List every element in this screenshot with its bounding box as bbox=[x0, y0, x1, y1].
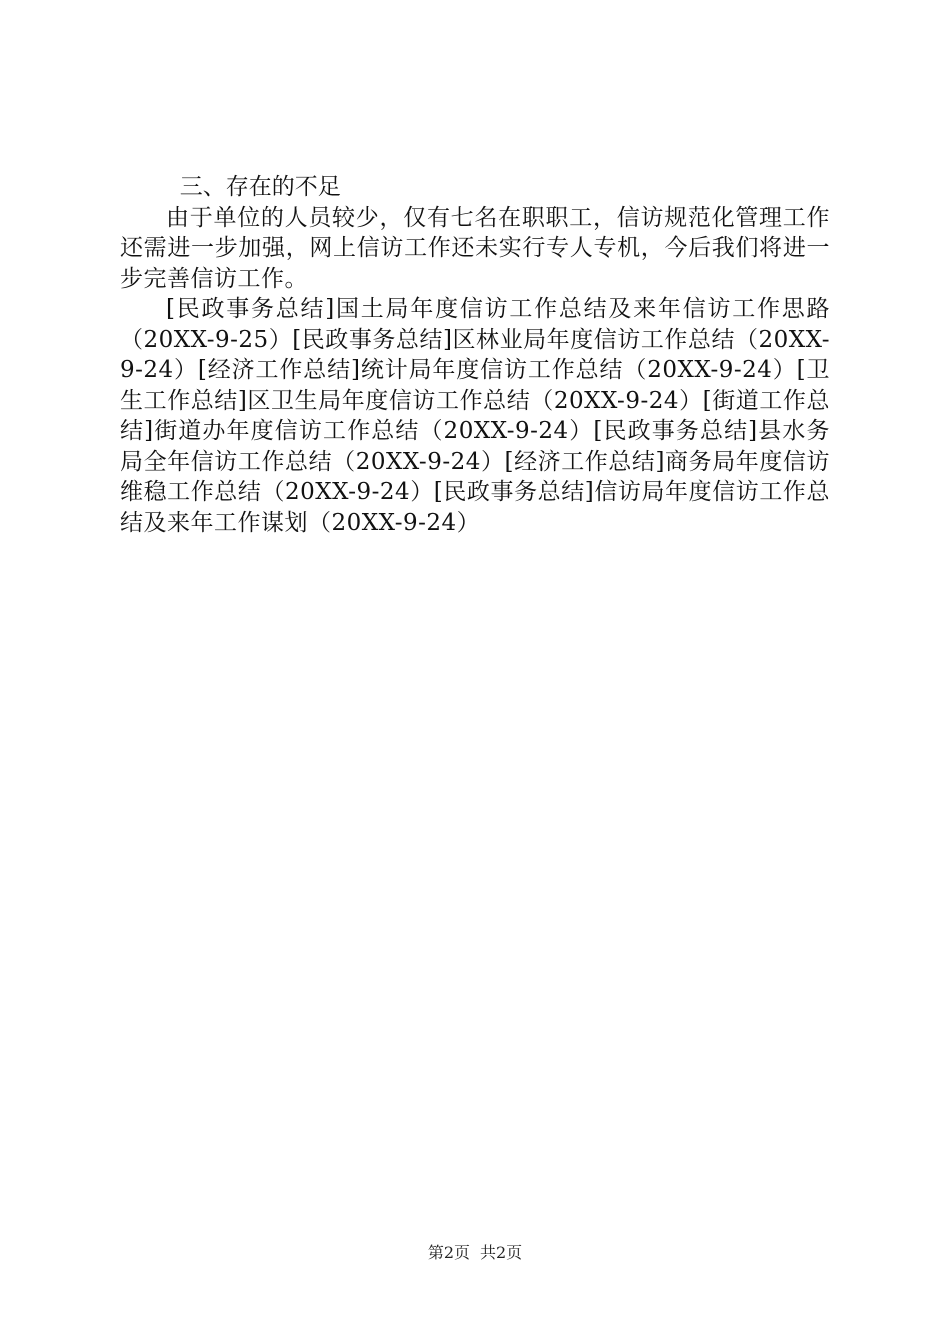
document-body bbox=[120, 172, 830, 538]
paragraph-shortcomings: 由于单位的人员较少，仅有七名在职职工，信访规范化管理工作还需进一步加强，网上信访工作还未实行专人专机，今后我们将进一步完善信访工作。 bbox=[120, 204, 830, 292]
page-footer bbox=[0, 1243, 950, 1263]
page-number-total: 共2页 bbox=[480, 1243, 523, 1262]
section-heading: 三、存在的不足 bbox=[179, 174, 341, 200]
page-number-current: 第2页 bbox=[427, 1243, 470, 1262]
paragraph-related-articles: [民政事务总结]国土局年度信访工作总结及来年信访工作思路（20XX-9-25）[民政事务总结]区林业局年度信访工作总结（20XX-9-24）[经济工作总结]统计局年度信访工作总结（20XX-9-24）[卫生工作总结]区卫生局年度信访工作总结（20XX-9-24）[街道工作总结]街道办年度信访工作总结（20XX-9-24）[民政事务总结]县水务局全年信访工作总结（20XX-9-24）[经济工作总结]商务局年度信访维稳工作总结（20XX-9-24）[民政事务总结]信访局年度信访工作总结及来年工作谋划（20XX-9-24） bbox=[120, 296, 830, 536]
